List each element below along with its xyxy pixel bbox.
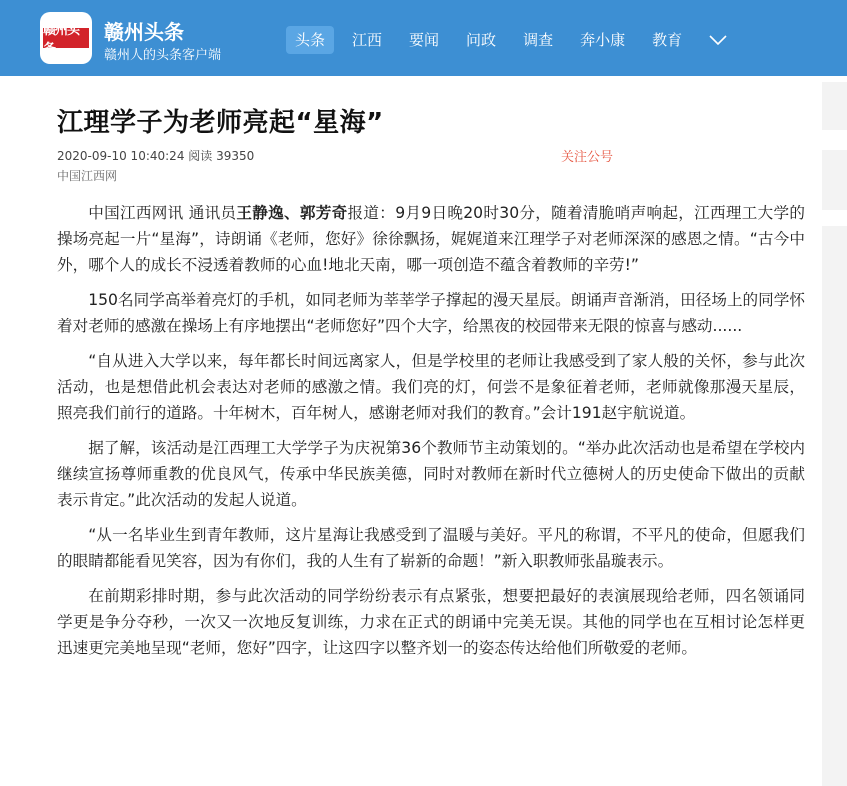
nav-item-jiangxi[interactable]: 江西 [352,31,383,49]
paragraph-lead: 中国江西网讯 通讯员 [88,204,237,222]
article-paragraph: 在前期彩排时期，参与此次活动的同学纷纷表示有点紧张，想要把最好的表演展现给老师，四名领诵同学更是争分夺秒，一次又一次地反复训练，力求在正式的朗诵中完美无误。其他的同学也在互相讨论怎样更迅速更完美地呈现“老师，您好”四字，让这四字以整齐划一的姿态传达给他们所敬爱的老师。 [57,587,805,657]
article-body [57,200,805,670]
sidebar-panel [822,150,847,210]
brand-name: 赣州头条 [104,20,184,44]
article-paragraph: “从一名毕业生到青年教师，这片星海让我感受到了温暖与美好。平凡的称谓，不平凡的使命，但愿我们的眼睛都能看见笑容，因为有你们，我的人生有了崭新的命题！”新入职教师张晶璇表示。 [57,526,805,570]
article-meta: 2020-09-10 10:40:24 阅读 39350 [57,149,255,163]
nav-item-education[interactable]: 教育 [652,31,683,49]
article-paragraph: 据了解，该活动是江西理工大学学子为庆祝第36个教师节主动策划的。“举办此次活动也是希望在学校内继续宣扬尊师重教的优良风气，传承中华民族美德，同时对教师在新时代立德树人的历史使命下做出的贡献表示肯定。”此次活动的发起人说道。 [57,439,805,509]
nav-more-button[interactable] [704,26,732,54]
chevron-down-icon [708,34,728,46]
nav-item-xiaokang[interactable]: 奔小康 [580,31,626,49]
sidebar-panel [822,226,847,786]
article-paragraph: 150名同学高举着亮灯的手机，如同老师为莘莘学子撑起的漫天星辰。朗诵声音渐消，田径场上的同学怀着对老师的感激在操场上有序地摆出“老师您好”四个大字，给黑夜的校园带来无限的惊喜与感动...... [57,291,805,335]
article-title: 江理学子为老师亮起“星海” [57,108,384,138]
logo[interactable] [40,12,92,64]
main-nav [286,26,732,54]
sidebar-panel [822,82,847,130]
article-paragraph [57,200,805,278]
nav-item-news[interactable]: 要闻 [409,31,440,49]
nav-item-headlines[interactable]: 头条 [286,26,334,54]
logo-text: 赣州头条 [43,28,89,48]
follow-button[interactable]: 关注公号 [561,150,614,165]
brand-slogan: 赣州人的头条客户端 [104,48,222,63]
article-paragraph: “自从进入大学以来，每年都长时间远离家人，但是学校里的老师让我感受到了家人般的关怀，参与此次活动，也是想借此机会表达对老师的感激之情。我们亮的灯，何尝不是象征着老师，老师就像那漫天星辰，照亮我们前行的道路。十年树木，百年树人，感谢老师对我们的教育。”会计191赵宇航说道。 [57,352,805,422]
site-header [0,0,847,76]
nav-item-investigation[interactable]: 调查 [523,31,554,49]
nav-item-politics[interactable]: 问政 [466,31,497,49]
article-source: 中国江西网 [57,169,118,183]
paragraph-text: 报道：9月9日晚20时30分，随着清脆哨声响起，江西理工大学的操场亮起一片“星海”，诗朗诵《老师，您好》徐徐飘扬，娓娓道来江理学子对老师深深的感恩之情。“古今中外，哪个人的成长不浸透着教师的心血!地北天南，哪一项创造不蕴含着教师的辛劳!” [57,204,805,274]
author-names: 王静逸、郭芳奇 [236,204,348,222]
